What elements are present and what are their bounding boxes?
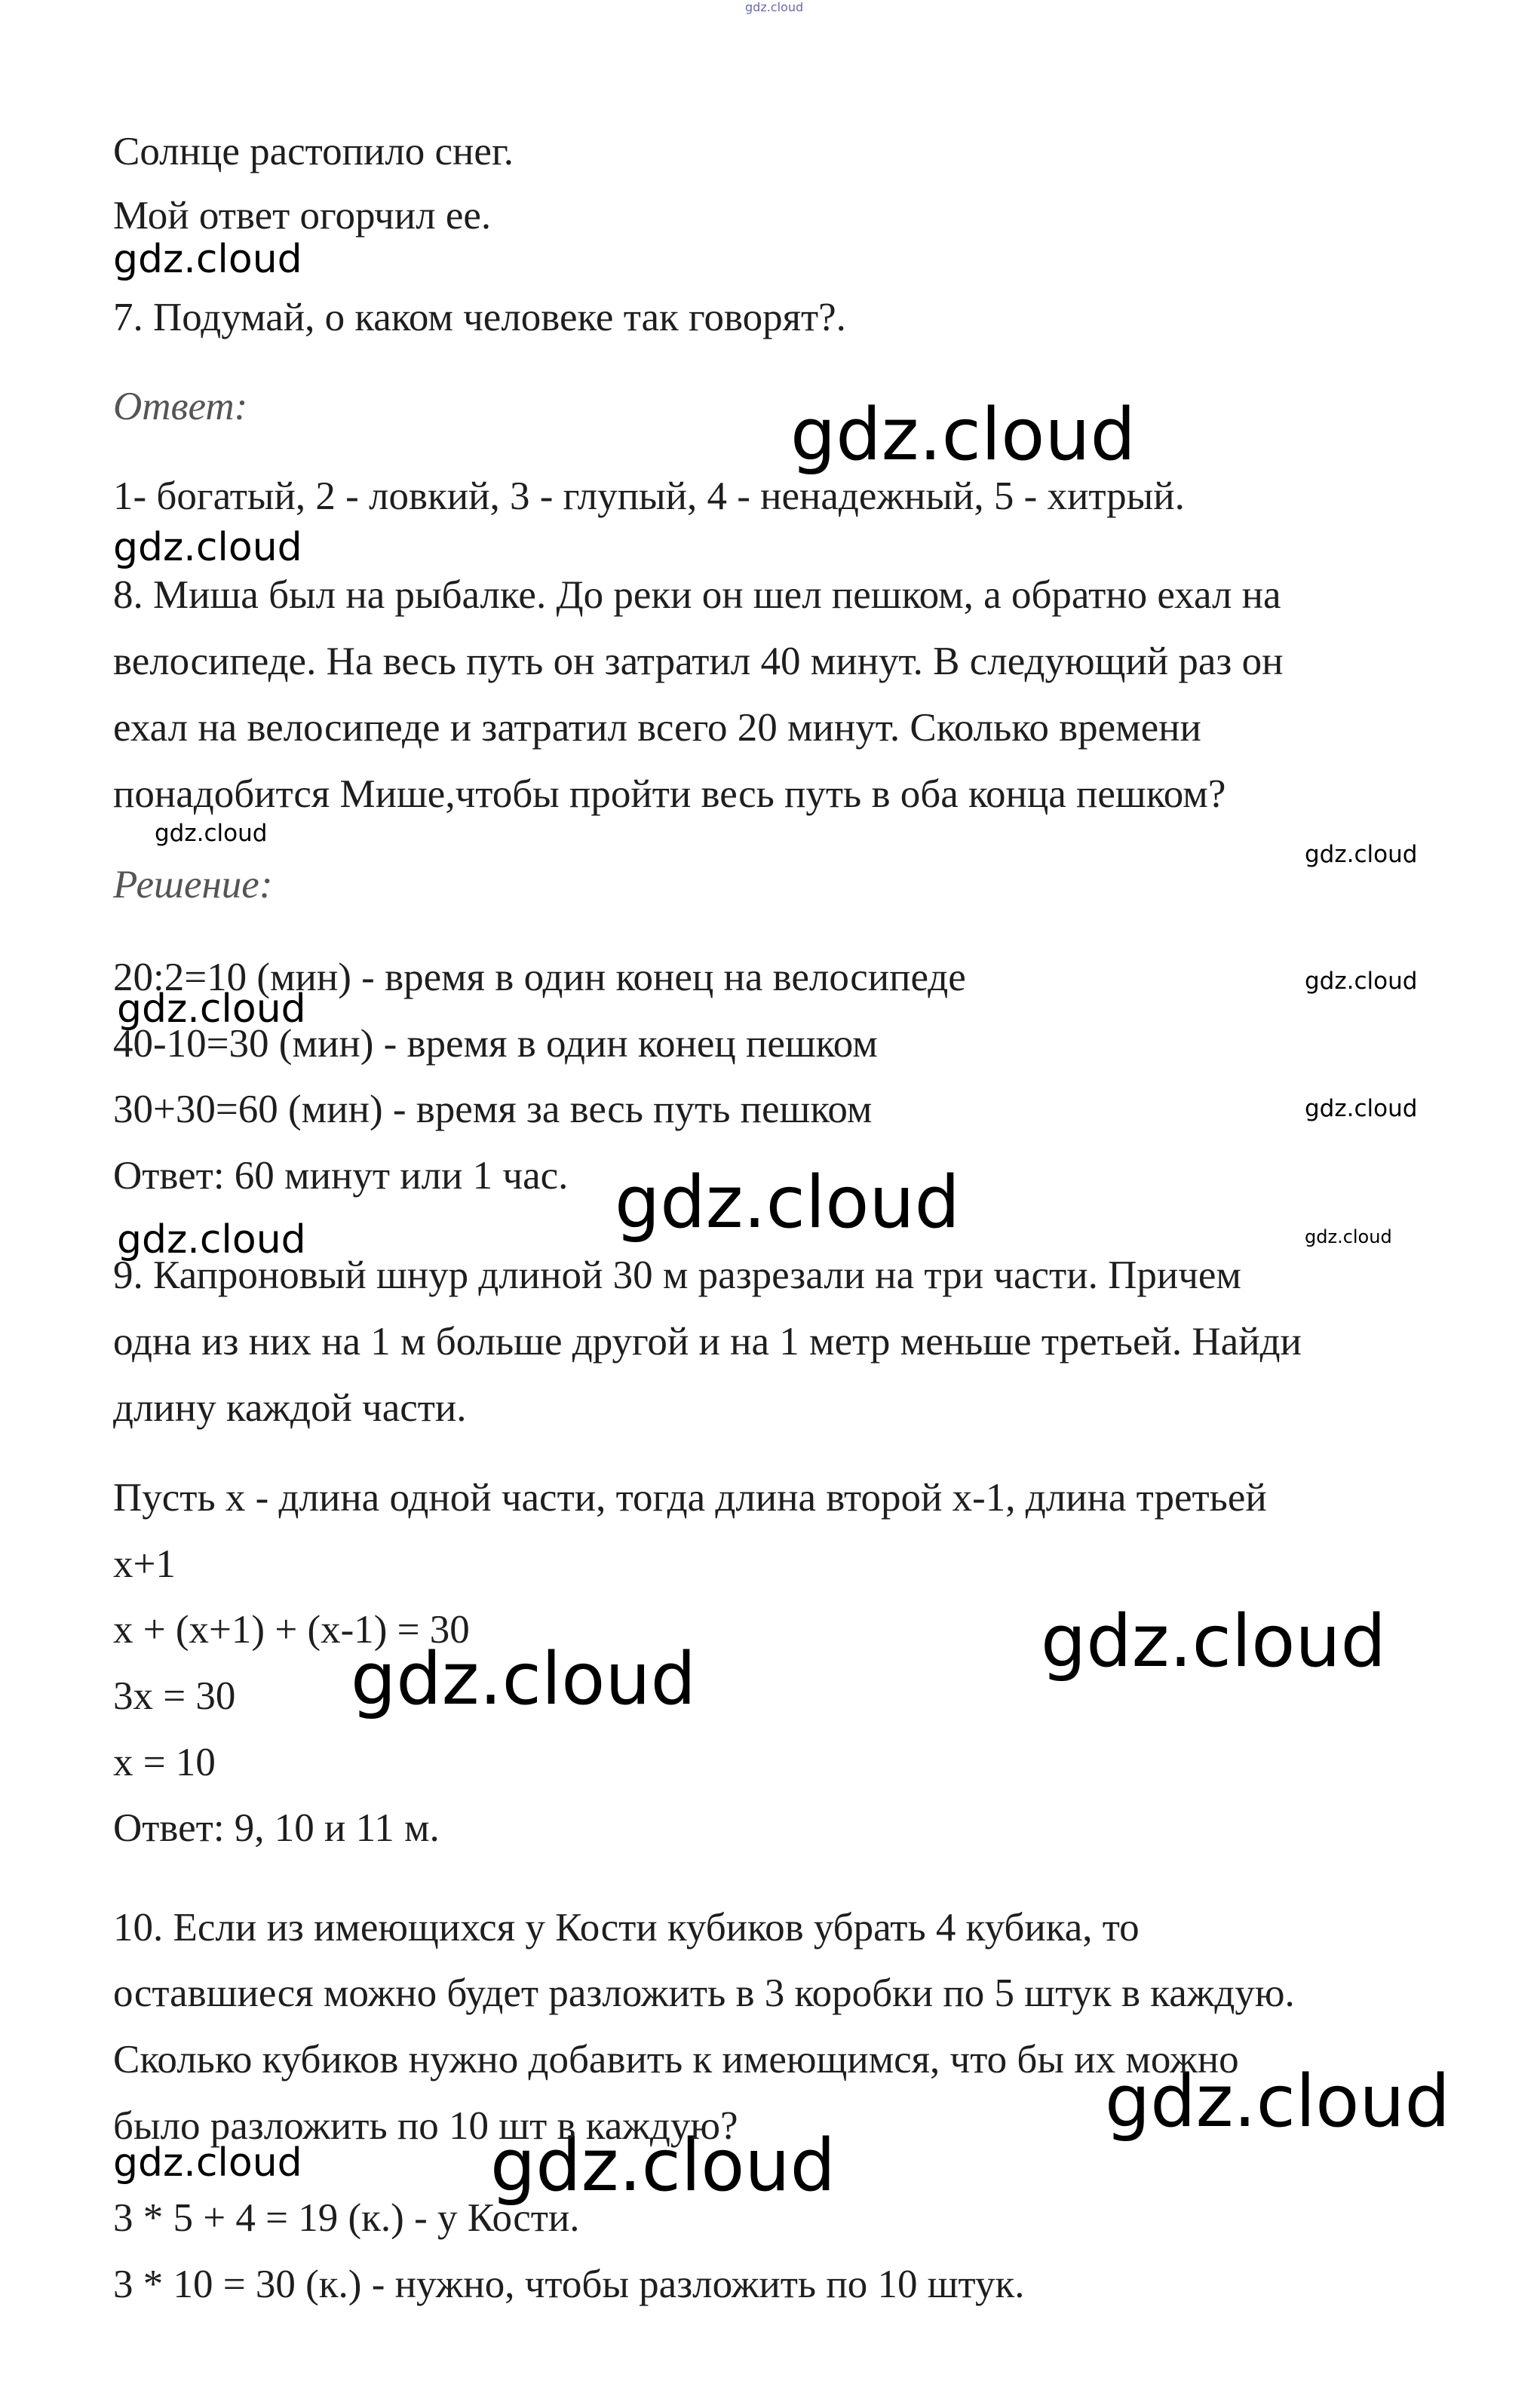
task-10-text: Сколько кубиков нужно добавить к имеющимся, что бы их можно xyxy=(113,2038,1239,2082)
text-line: Мой ответ огорчил ее. xyxy=(113,194,492,238)
watermark: gdz.cloud xyxy=(1305,841,1418,868)
watermark: gdz.cloud xyxy=(351,1638,696,1721)
task-8-text: ехал на велосипеде и затратил всего 20 минут. Сколько времени xyxy=(113,706,1201,750)
equation: х + (х+1) + (х-1) = 30 xyxy=(113,1608,470,1652)
task-8-text: 8. Миша был на рыбалке. До реки он шел пешком, а обратно ехал на xyxy=(113,573,1281,617)
solution-step: 20:2=10 (мин) - время в один конец на велосипеде xyxy=(113,956,966,999)
answer-label: Ответ: xyxy=(113,385,248,428)
watermark: gdz.cloud xyxy=(1105,2060,1450,2143)
task-10-text: 10. Если из имеющихся у Кости кубиков убрать 4 кубика, то xyxy=(113,1906,1140,1950)
task-8-text: велосипеде. На весь путь он затратил 40 минут. В следующий раз он xyxy=(113,640,1284,683)
solution-step: Пусть х - длина одной части, тогда длина второй х-1, длина третьей xyxy=(113,1476,1267,1520)
task-9-answer: Ответ: 9, 10 и 11 м. xyxy=(113,1806,440,1850)
solution-step: 3 * 5 + 4 = 19 (к.) - у Кости. xyxy=(113,2196,580,2240)
task-8-answer: Ответ: 60 минут или 1 час. xyxy=(113,1154,569,1198)
watermark: gdz.cloud xyxy=(117,1217,306,1262)
solution-step: 40-10=30 (мин) - время в один конец пешком xyxy=(113,1022,878,1066)
watermark: gdz.cloud xyxy=(490,2124,836,2207)
task-10-text: было разложить по 10 шт в каждую? xyxy=(113,2104,738,2148)
watermark: gdz.cloud xyxy=(1305,1226,1392,1247)
answer-text: 1- богатый, 2 - ловкий, 3 - глупый, 4 - ненадежный, 5 - хитрый. xyxy=(113,474,1185,518)
task-8-text: понадобится Мише,чтобы пройти весь путь в оба конца пешком? xyxy=(113,772,1226,816)
solution-step: х+1 xyxy=(113,1542,176,1586)
watermark: gdz.cloud xyxy=(113,2140,302,2186)
watermark: gdz.cloud xyxy=(615,1161,960,1244)
watermark: gdz.cloud xyxy=(790,394,1136,477)
watermark: gdz.cloud xyxy=(1305,968,1418,995)
task-10-text: оставшиеся можно будет разложить в 3 коробки по 5 штук в каждую. xyxy=(113,1971,1295,2015)
text-line: Солнце растопило снег. xyxy=(113,130,514,173)
watermark: gdz.cloud xyxy=(155,820,268,847)
equation: 3х = 30 xyxy=(113,1674,236,1718)
equation: х = 10 xyxy=(113,1741,216,1784)
solution-step: 3 * 10 = 30 (к.) - нужно, чтобы разложить по 10 штук. xyxy=(113,2263,1025,2306)
watermark: gdz.cloud xyxy=(113,237,302,282)
task-9-text: одна из них на 1 м больше другой и на 1 метр меньше третьей. Найди xyxy=(113,1320,1302,1364)
task-9-text: 9. Капроновый шнур длиной 30 м разрезали на три части. Причем xyxy=(113,1253,1241,1297)
task-9-text: длину каждой части. xyxy=(113,1386,467,1430)
watermark: gdz.cloud xyxy=(1041,1600,1386,1683)
watermark: gdz.cloud xyxy=(117,986,306,1032)
watermark-top: gdz.cloud xyxy=(745,0,804,14)
task-7-heading: 7. Подумай, о каком человеке так говорят?. xyxy=(113,296,846,339)
solution-step: 30+30=60 (мин) - время за весь путь пешком xyxy=(113,1088,873,1131)
watermark: gdz.cloud xyxy=(113,525,302,570)
solution-label: Решение: xyxy=(113,863,273,907)
watermark: gdz.cloud xyxy=(1305,1095,1418,1122)
